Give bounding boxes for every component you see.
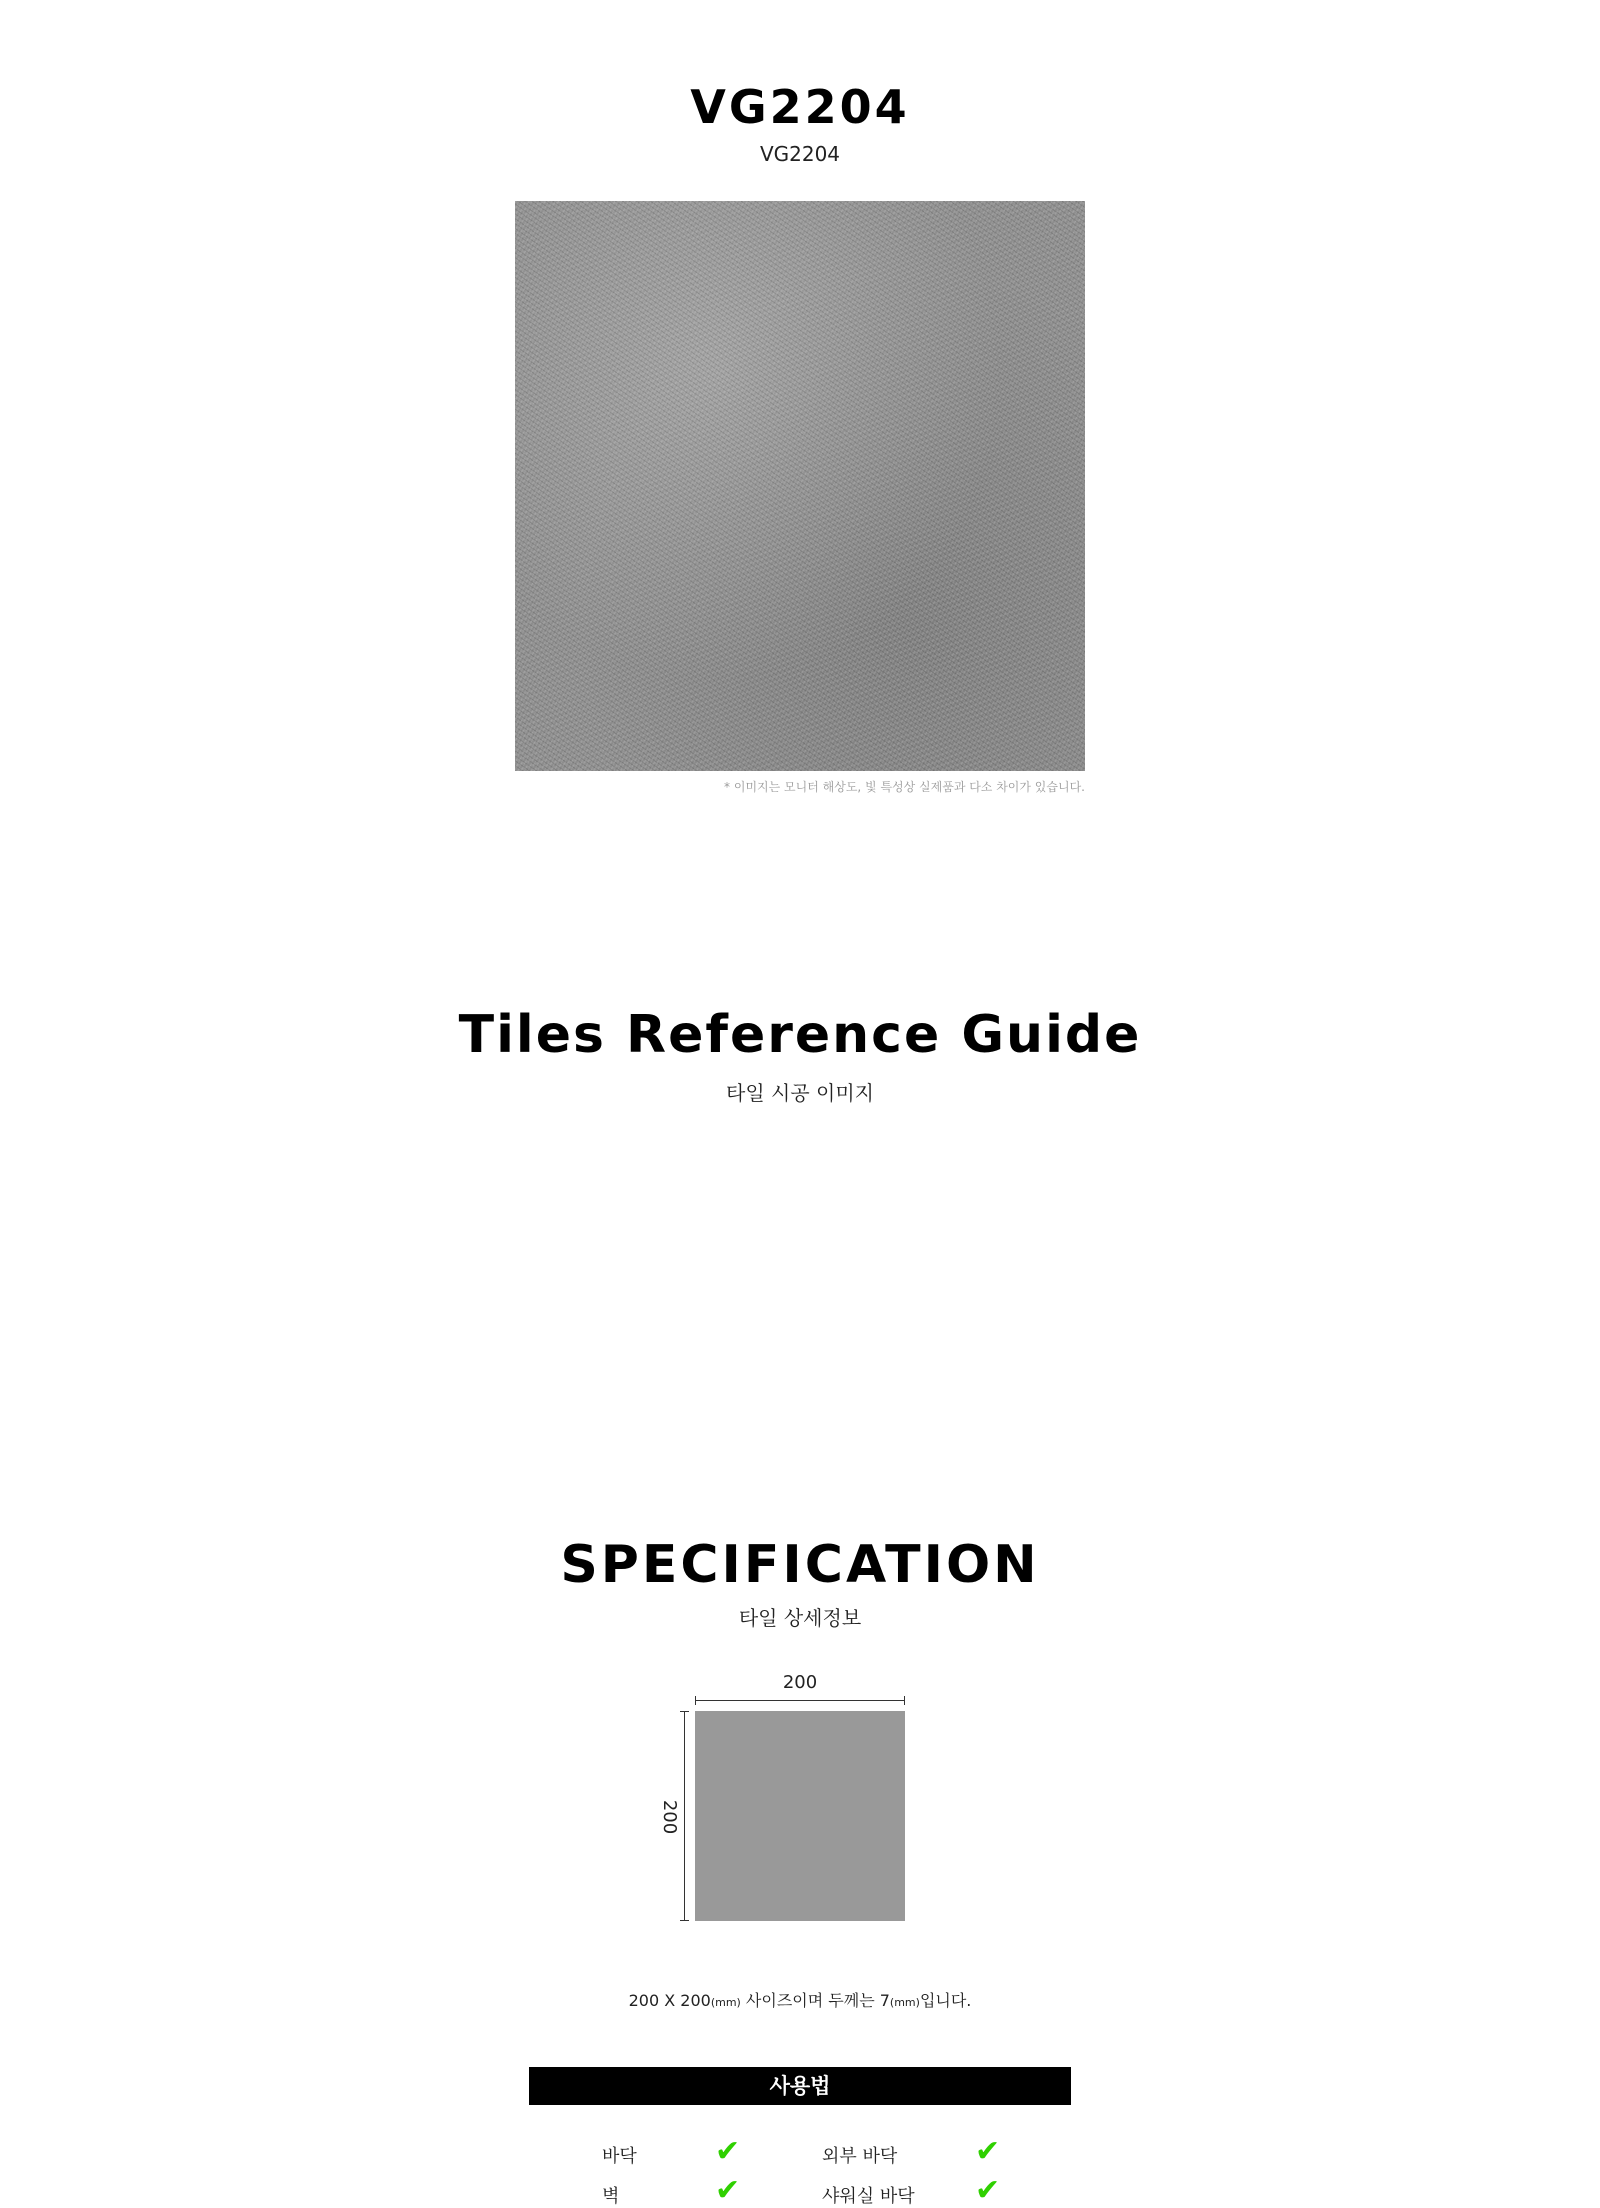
note-end: 입니다. — [919, 1991, 972, 2010]
check-icon: ✔ — [975, 2173, 1001, 2208]
tile-photo — [515, 201, 1085, 771]
usage-header: 사용법 — [529, 2067, 1071, 2105]
note-thickness: 7 — [879, 1991, 890, 2010]
note-unit-1: (mm) — [710, 1996, 741, 2009]
width-dimension-tick-start — [695, 1696, 696, 1705]
note-width: 200 — [628, 1991, 660, 2010]
note-middle: 사이즈이며 두께는 — [740, 1991, 880, 2010]
tile-size-swatch — [695, 1711, 905, 1921]
width-dimension-label: 200 — [782, 1672, 818, 1693]
note-height: 200 — [680, 1991, 711, 2010]
guide-subtitle: 타일 시공 이미지 — [726, 1081, 874, 1105]
note-x: X — [659, 1991, 681, 2010]
image-disclaimer: * 이미지는 모니터 해상도, 빛 특성상 실제품과 다소 차이가 있습니다. — [724, 780, 1085, 794]
height-dimension-line — [684, 1711, 685, 1921]
product-subtitle: VG2204 — [759, 142, 841, 166]
usage-item-floor: 바닥 — [602, 2146, 637, 2167]
usage-item-outdoor-floor: 외부 바닥 — [822, 2146, 898, 2167]
usage-item-shower-floor: 샤워실 바닥 — [822, 2186, 915, 2207]
width-dimension-tick-end — [904, 1696, 905, 1705]
guide-title: Tiles Reference Guide — [458, 1005, 1142, 1065]
usage-item-wall: 벽 — [602, 2186, 620, 2207]
spec-title: SPECIFICATION — [560, 1535, 1040, 1595]
check-icon: ✔ — [975, 2134, 1001, 2169]
height-dimension-label: 200 — [659, 1799, 680, 1835]
spec-subtitle: 타일 상세정보 — [738, 1606, 862, 1630]
width-dimension-line — [695, 1700, 905, 1701]
height-dimension-tick-end — [680, 1920, 689, 1921]
height-dimension-tick-start — [680, 1711, 689, 1712]
product-title: VG2204 — [690, 80, 910, 134]
check-icon: ✔ — [715, 2134, 741, 2169]
spec-size-note — [0, 1988, 1600, 2011]
check-icon: ✔ — [715, 2173, 741, 2208]
note-unit-2: (mm) — [889, 1996, 920, 2009]
